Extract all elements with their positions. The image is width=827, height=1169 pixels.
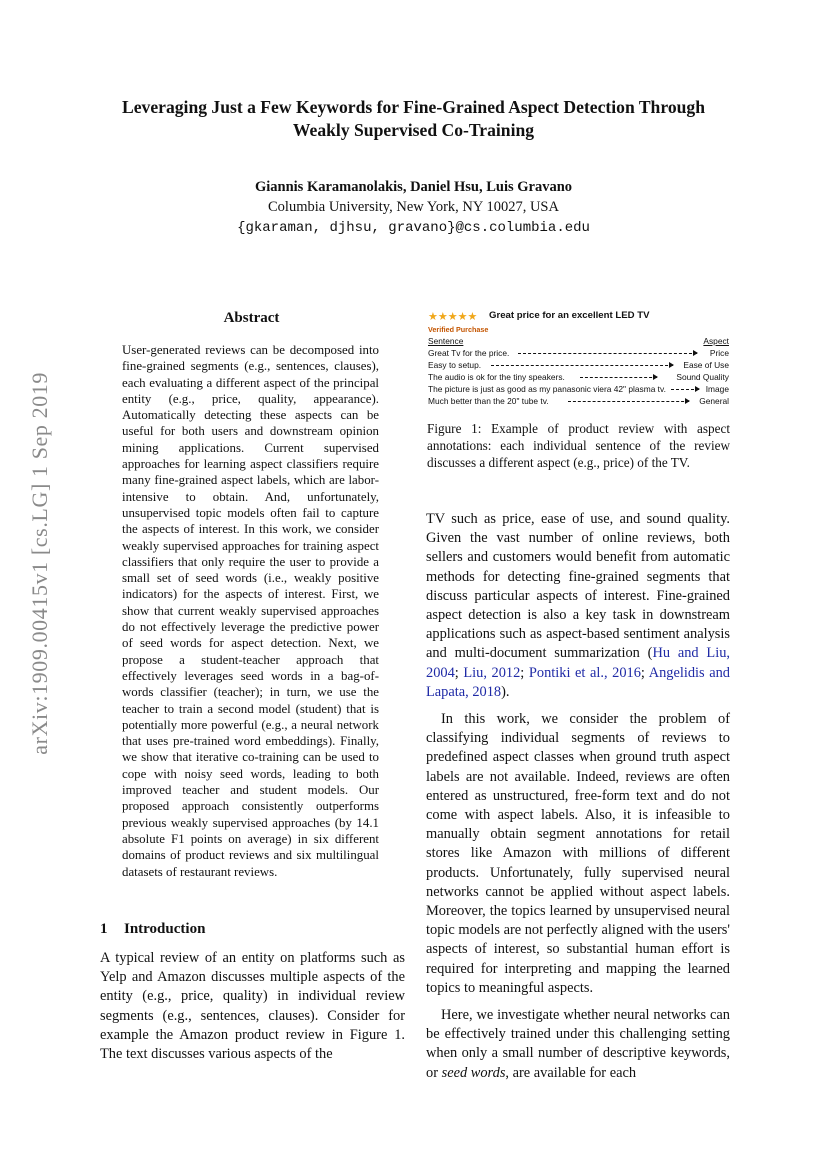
citation-link[interactable]: Pontiki et al., 2016	[528, 664, 641, 681]
paragraph-text: TV such as price, ease of use, and sound quality. Given the vast number of online reviews, both sellers and customers would benefit from automatic methods for detecting fine-grained segments that discuss particular aspects of interest. Fine-grained aspect detection is also a key task in downstream applications such as aspect-based sentiment analysis and multi-document summarization (	[426, 511, 730, 662]
figure-row	[428, 360, 729, 372]
figure-row	[428, 384, 729, 396]
figure-row	[428, 396, 729, 408]
figure-review-example	[427, 308, 730, 408]
row-sentence: Much better than the 20" tube tv.	[428, 396, 549, 406]
intro-column-2	[426, 510, 730, 1091]
intro-paragraph	[426, 1006, 730, 1083]
section-heading	[100, 921, 405, 938]
row-aspect: Ease of Use	[683, 360, 729, 370]
intro-paragraph: In this work, we consider the problem of classifying individual segments of reviews to predefined aspect classes when ground truth aspect labels are not available. Indeed, reviews are often entered as unstructured, free-form text and do not come with aspect labels. Also, it is infeasible to manually obtain segment annotations for retail stores like Amazon with millions of different products. Unfortunately, fully supervised neural networks cannot be applied without aspect labels. Moreover, the topics learned by unsupervised neural topic models are not perfectly aligned with the users' aspects of interest, so substantial human effort is required for interpreting and mapping the learned topics to meaningful aspects.	[426, 711, 730, 996]
row-aspect: Sound Quality	[676, 372, 729, 382]
dashed-arrow-icon	[491, 365, 673, 366]
citation-link[interactable]: Liu, 2012	[463, 664, 521, 681]
column-header-aspect: Aspect	[703, 336, 729, 346]
rating-stars-icon: ★★★★★	[428, 311, 478, 323]
citation-separator: ;	[454, 664, 464, 681]
citation-link[interactable]: Angelidis and Lapata, 2018	[426, 664, 730, 700]
paper-title: Leveraging Just a Few Keywords for Fine-Grained Aspect Detection Through Weakly Supervised Co-Training	[122, 97, 705, 140]
figure-caption: Figure 1: Example of product review with aspect annotations: each individual sentence of the review discusses a different aspect (e.g., price) of the TV.	[427, 421, 730, 470]
figure-row	[428, 348, 729, 360]
row-sentence: The picture is just as good as my panasonic viera 42" plasma tv.	[428, 384, 666, 394]
verified-purchase-badge: Verified Purchase	[428, 325, 489, 334]
figure-row	[428, 372, 729, 384]
row-aspect: General	[699, 396, 729, 406]
intro-paragraph	[426, 510, 730, 702]
dashed-arrow-icon	[671, 389, 699, 390]
citation-separator: ;	[640, 664, 649, 681]
author-emails: {gkaraman, djhsu, gravano}@cs.columbia.edu	[237, 220, 590, 236]
row-sentence: The audio is ok for the tiny speakers.	[428, 372, 565, 382]
abstract-body: User-generated reviews can be decomposed into fine-grained segments (e.g., sentences, clauses), each evaluating a different aspect of the principal entity (e.g., price, quality, appearance). Automatically detecting these aspects can be useful for both users and downstream opinion mining applications. Current supervised approaches for learning aspect classifiers require many fine-grained aspect labels, which are labor-intensive to obtain. And, unfortunately, unsupervised topic models often fail to capture the aspects of interest. In this work, we consider weakly supervised approaches for training aspect classifiers that only require the user to provide a small set of seed words (i.e., weakly positive indicators) for the aspects of interest. First, we show that current weakly supervised approaches do not effectively leverage the predictive power of seed words for aspect detection. Next, we propose a student-teacher approach that effectively leverages seed words in a bag-of-words classifier (teacher); in turn, we use the teacher to train a second model (student) that is potentially more powerful (e.g., a neural network that uses pre-trained word embeddings). Finally, we show that iterative co-training can be used to cope with noisy seed words, leading to both improved teacher and student models. Our proposed approach consistently outperforms previous weakly supervised approaches (by 14.1 absolute F1 points on average) in six different domains of product reviews and six multilingual datasets of restaurant reviews.	[122, 343, 379, 879]
section-number: 1	[100, 921, 108, 937]
intro-paragraph-col1: A typical review of an entity on platforms such as Yelp and Amazon discusses multiple aspects of the entity (e.g., price, quality) in individual review segments (e.g., sentences, clauses). Consider for example the Amazon product review in Figure 1. The text discusses various aspects of the	[100, 950, 405, 1063]
dashed-arrow-icon	[518, 353, 697, 354]
row-sentence: Great Tv for the price.	[428, 348, 510, 358]
affiliation: Columbia University, New York, NY 10027, USA	[268, 199, 559, 215]
section-title: Introduction	[124, 921, 206, 937]
review-headline: Great price for an excellent LED TV	[489, 310, 650, 321]
paragraph-text: , are available for each	[505, 1064, 637, 1081]
citation-separator: ;	[520, 664, 529, 681]
author-list: Giannis Karamanolakis, Daniel Hsu, Luis Gravano	[254, 179, 573, 195]
paragraph-text: Here, we investigate whether neural networks can be effectively trained under this challenging setting when only a small number of descriptive keywords, or	[426, 1007, 730, 1081]
citation-link[interactable]: Hu and Liu, 2004	[426, 645, 730, 681]
row-aspect: Image	[705, 384, 729, 394]
row-aspect: Price	[709, 348, 729, 358]
row-sentence: Easy to setup.	[428, 360, 482, 370]
abstract-heading: Abstract	[223, 310, 280, 326]
arxiv-side-stamp: arXiv:1909.00415v1 [cs.LG] 1 Sep 2019	[27, 372, 52, 755]
dashed-arrow-icon	[580, 377, 657, 378]
dashed-arrow-icon	[568, 401, 689, 402]
paragraph-text: ).	[501, 683, 510, 700]
column-header-sentence: Sentence	[428, 336, 464, 346]
emphasis-text: seed words	[441, 1064, 506, 1081]
